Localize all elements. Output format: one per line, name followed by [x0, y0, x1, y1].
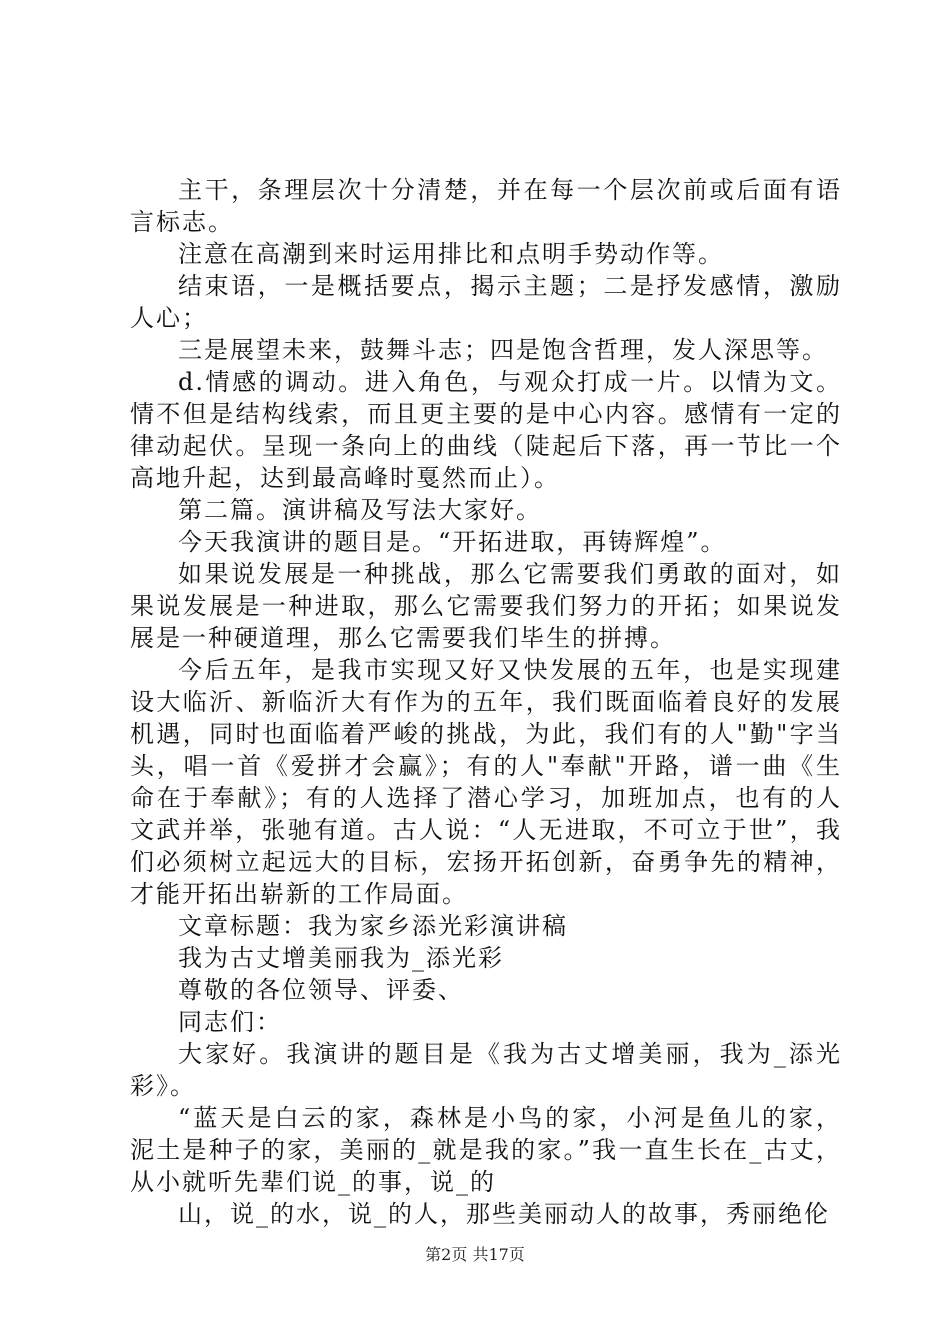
article-title: 文章标题：我为家乡添光彩演讲稿: [178, 912, 568, 940]
paragraph: 如果说发展是一种挑战，那么它需要我们勇敢的面对，如果说发展是一种进取，那么它需要我们努力的开拓；如果说发展是一种硬道理，那么它需要我们毕生的拼搏。: [130, 560, 842, 652]
paragraph: d.情感的调动。进入角色，与观众打成一片。以情为文。情不但是结构线索，而且更主要的是中心内容。感情有一定的律动起伏。呈现一条向上的曲线（陡起后下落，再一节比一个高地升起，达到最高峰时戛然而止）。: [130, 368, 842, 492]
paragraph: 今后五年，是我市实现又好又快发展的五年，也是实现建设大临沂、新临沂大有作为的五年，我们既面临着良好的发展机遇，同时也面临着严峻的挑战，为此，我们有的人"勤"字当头，唱一首《爱拼才会赢》；有的人"奉献"开路，谱一曲《生命在于奉献》；有的人选择了潜心学习，加班加点，也有的人文武并举，张驰有道。古人说：“人无进取，不可立于世”，我们必须树立起远大的目标，宏扬开拓创新，奋勇争先的精神，才能开拓出崭新的工作局面。: [130, 656, 842, 908]
paragraph: “蓝天是白云的家，森林是小鸟的家，小河是鱼儿的家，泥土是种子的家，美丽的_就是我的家。”我一直生长在_古丈，从小就听先辈们说_的事，说_的: [130, 1104, 842, 1196]
page-footer: 第2页 共17页: [425, 1245, 525, 1264]
paragraph: 主干，条理层次十分清楚，并在每一个层次前或后面有语言标志。: [130, 176, 842, 236]
paragraph: 注意在高潮到来时运用排比和点明手势动作等。: [178, 240, 724, 268]
paragraph: 大家好。我演讲的题目是《我为古丈增美丽，我为_添光彩》。: [130, 1040, 842, 1100]
salutation: 尊敬的各位领导、评委、: [178, 976, 464, 1004]
speech-title: 我为古丈增美丽我为_添光彩: [178, 944, 504, 972]
section-heading: 第二篇。演讲稿及写法大家好。: [178, 496, 542, 524]
paragraph: 结束语，一是概括要点，揭示主题；二是抒发感情，激励人心；: [130, 272, 842, 332]
salutation: 同志们：: [178, 1008, 282, 1036]
document-body: [130, 174, 842, 1230]
paragraph: 三是展望未来，鼓舞斗志；四是饱含哲理，发人深思等。: [178, 336, 828, 364]
paragraph: 山，说_的水，说_的人，那些美丽动人的故事，秀丽绝伦: [178, 1200, 830, 1228]
paragraph: 今天我演讲的题目是。“开拓进取，再铸辉煌”。: [178, 528, 727, 556]
